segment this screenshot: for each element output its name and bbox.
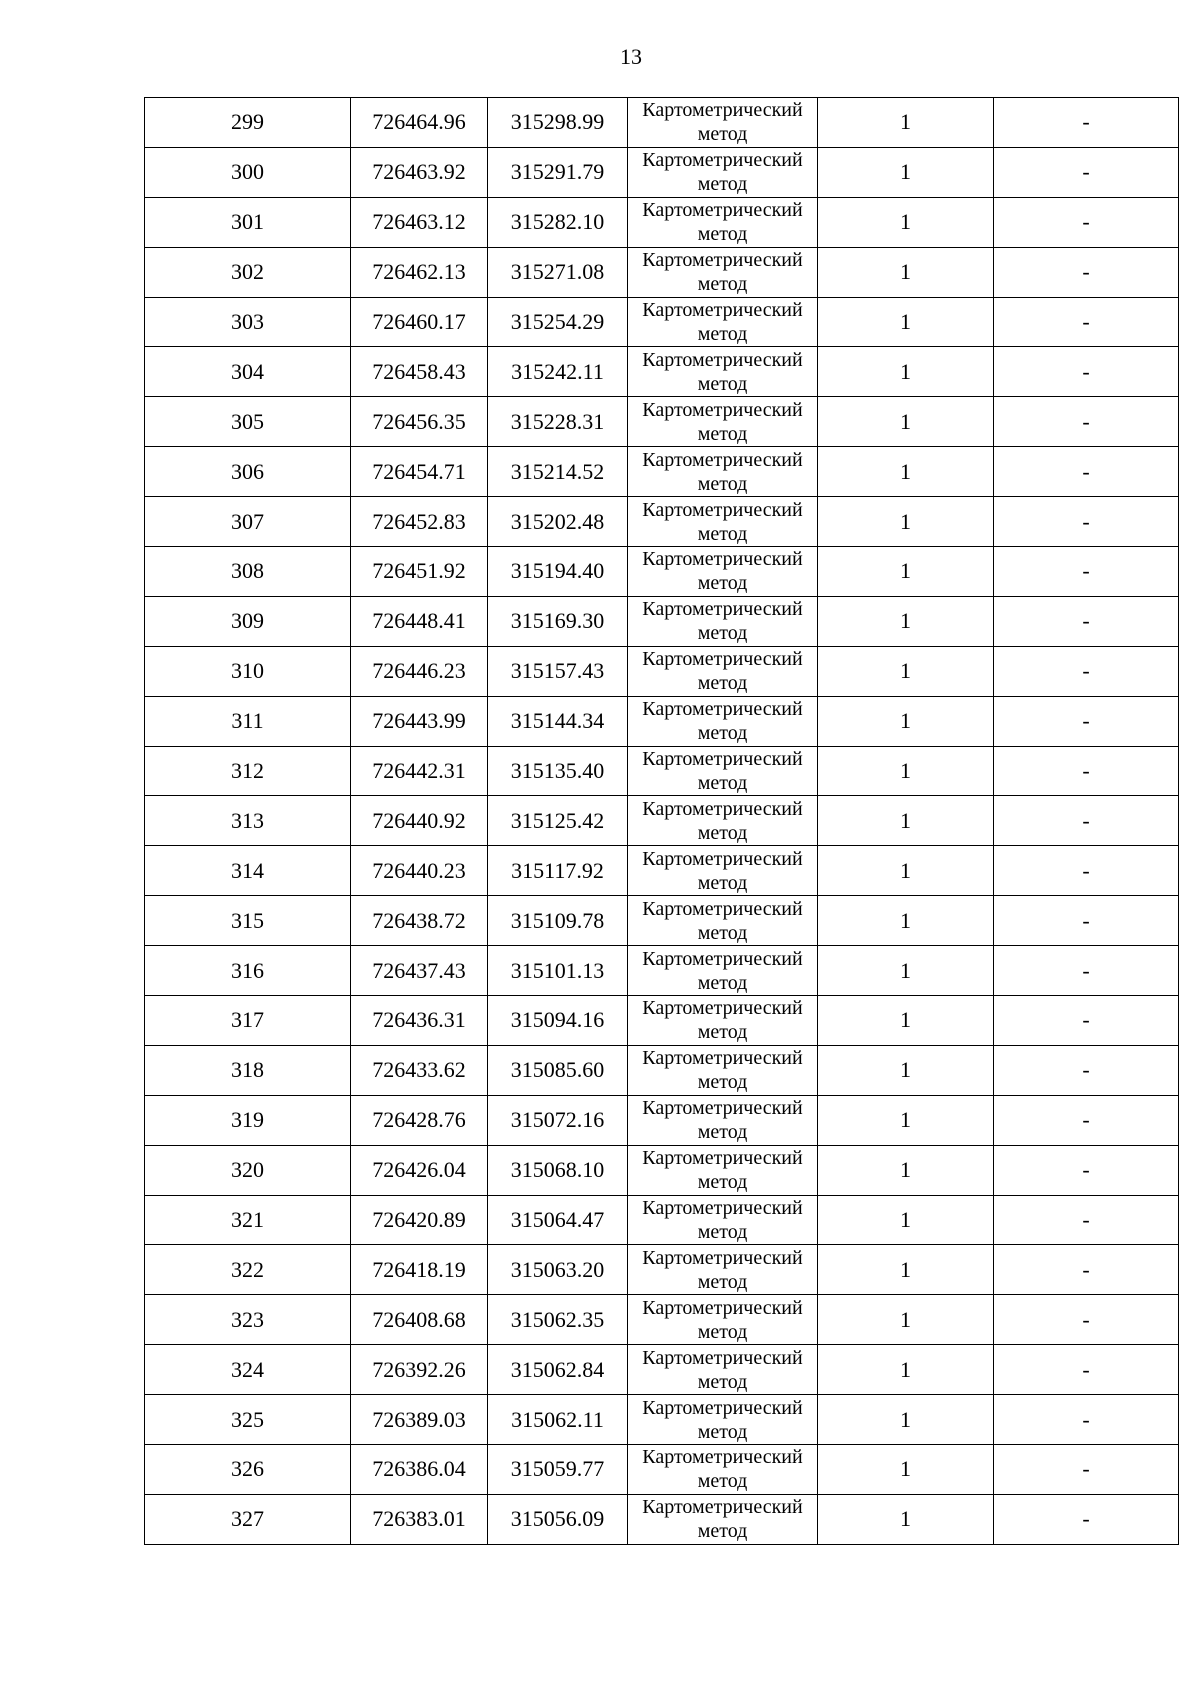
point-number-cell: 326 <box>145 1445 351 1495</box>
description-cell: - <box>994 996 1179 1046</box>
y-coordinate-cell: 315194.40 <box>488 547 628 597</box>
table-row <box>145 796 1179 846</box>
x-coordinate-cell: 726408.68 <box>351 1295 488 1345</box>
description-cell: - <box>994 1345 1179 1395</box>
accuracy-cell: 1 <box>818 347 994 397</box>
description-cell: - <box>994 646 1179 696</box>
description-cell: - <box>994 1494 1179 1544</box>
accuracy-cell: 1 <box>818 98 994 148</box>
method-cell: Картометрический метод <box>628 1045 818 1095</box>
table-row <box>145 397 1179 447</box>
description-cell: - <box>994 896 1179 946</box>
point-number-cell: 312 <box>145 746 351 796</box>
method-cell: Картометрический метод <box>628 547 818 597</box>
method-cell: Картометрический метод <box>628 447 818 497</box>
x-coordinate-cell: 726438.72 <box>351 896 488 946</box>
description-cell: - <box>994 696 1179 746</box>
method-cell: Картометрический метод <box>628 696 818 746</box>
y-coordinate-cell: 315062.11 <box>488 1395 628 1445</box>
accuracy-cell: 1 <box>818 846 994 896</box>
accuracy-cell: 1 <box>818 696 994 746</box>
table-row <box>145 1195 1179 1245</box>
y-coordinate-cell: 315068.10 <box>488 1145 628 1195</box>
table-row <box>145 946 1179 996</box>
x-coordinate-cell: 726437.43 <box>351 946 488 996</box>
table-row <box>145 1095 1179 1145</box>
accuracy-cell: 1 <box>818 1095 994 1145</box>
y-coordinate-cell: 315214.52 <box>488 447 628 497</box>
point-number-cell: 322 <box>145 1245 351 1295</box>
accuracy-cell: 1 <box>818 646 994 696</box>
x-coordinate-cell: 726389.03 <box>351 1395 488 1445</box>
accuracy-cell: 1 <box>818 746 994 796</box>
description-cell: - <box>994 197 1179 247</box>
method-cell: Картометрический метод <box>628 996 818 1046</box>
description-cell: - <box>994 1395 1179 1445</box>
point-number-cell: 318 <box>145 1045 351 1095</box>
method-cell: Картометрический метод <box>628 796 818 846</box>
description-cell: - <box>994 247 1179 297</box>
table-row <box>145 347 1179 397</box>
point-number-cell: 303 <box>145 297 351 347</box>
x-coordinate-cell: 726383.01 <box>351 1494 488 1544</box>
point-number-cell: 307 <box>145 497 351 547</box>
table-row <box>145 1445 1179 1495</box>
table-row <box>145 1145 1179 1195</box>
y-coordinate-cell: 315157.43 <box>488 646 628 696</box>
method-cell: Картометрический метод <box>628 1445 818 1495</box>
description-cell: - <box>994 596 1179 646</box>
point-number-cell: 304 <box>145 347 351 397</box>
point-number-cell: 299 <box>145 98 351 148</box>
y-coordinate-cell: 315059.77 <box>488 1445 628 1495</box>
y-coordinate-cell: 315101.13 <box>488 946 628 996</box>
x-coordinate-cell: 726451.92 <box>351 547 488 597</box>
point-number-cell: 315 <box>145 896 351 946</box>
y-coordinate-cell: 315064.47 <box>488 1195 628 1245</box>
description-cell: - <box>994 147 1179 197</box>
y-coordinate-cell: 315062.84 <box>488 1345 628 1395</box>
point-number-cell: 313 <box>145 796 351 846</box>
x-coordinate-cell: 726443.99 <box>351 696 488 746</box>
accuracy-cell: 1 <box>818 1445 994 1495</box>
description-cell: - <box>994 1045 1179 1095</box>
method-cell: Картометрический метод <box>628 1145 818 1195</box>
table-row <box>145 746 1179 796</box>
method-cell: Картометрический метод <box>628 946 818 996</box>
x-coordinate-cell: 726464.96 <box>351 98 488 148</box>
table-row <box>145 297 1179 347</box>
method-cell: Картометрический метод <box>628 1494 818 1544</box>
table-row <box>145 646 1179 696</box>
point-number-cell: 309 <box>145 596 351 646</box>
point-number-cell: 324 <box>145 1345 351 1395</box>
y-coordinate-cell: 315228.31 <box>488 397 628 447</box>
point-number-cell: 314 <box>145 846 351 896</box>
y-coordinate-cell: 315291.79 <box>488 147 628 197</box>
point-number-cell: 316 <box>145 946 351 996</box>
y-coordinate-cell: 315169.30 <box>488 596 628 646</box>
x-coordinate-cell: 726418.19 <box>351 1245 488 1295</box>
x-coordinate-cell: 726462.13 <box>351 247 488 297</box>
accuracy-cell: 1 <box>818 1395 994 1445</box>
description-cell: - <box>994 796 1179 846</box>
method-cell: Картометрический метод <box>628 98 818 148</box>
accuracy-cell: 1 <box>818 796 994 846</box>
method-cell: Картометрический метод <box>628 247 818 297</box>
table-row <box>145 547 1179 597</box>
method-cell: Картометрический метод <box>628 646 818 696</box>
x-coordinate-cell: 726442.31 <box>351 746 488 796</box>
table-row <box>145 896 1179 946</box>
table-row <box>145 197 1179 247</box>
page-number: 13 <box>620 44 642 69</box>
x-coordinate-cell: 726440.92 <box>351 796 488 846</box>
point-number-cell: 310 <box>145 646 351 696</box>
description-cell: - <box>994 397 1179 447</box>
point-number-cell: 317 <box>145 996 351 1046</box>
y-coordinate-cell: 315135.40 <box>488 746 628 796</box>
method-cell: Картометрический метод <box>628 1095 818 1145</box>
table-row <box>145 596 1179 646</box>
table-row <box>145 147 1179 197</box>
point-number-cell: 301 <box>145 197 351 247</box>
x-coordinate-cell: 726452.83 <box>351 497 488 547</box>
y-coordinate-cell: 315125.42 <box>488 796 628 846</box>
method-cell: Картометрический метод <box>628 746 818 796</box>
method-cell: Картометрический метод <box>628 497 818 547</box>
accuracy-cell: 1 <box>818 1295 994 1345</box>
accuracy-cell: 1 <box>818 397 994 447</box>
y-coordinate-cell: 315085.60 <box>488 1045 628 1095</box>
method-cell: Картометрический метод <box>628 1345 818 1395</box>
description-cell: - <box>994 846 1179 896</box>
description-cell: - <box>994 347 1179 397</box>
y-coordinate-cell: 315072.16 <box>488 1095 628 1145</box>
x-coordinate-cell: 726463.92 <box>351 147 488 197</box>
point-number-cell: 300 <box>145 147 351 197</box>
x-coordinate-cell: 726456.35 <box>351 397 488 447</box>
x-coordinate-cell: 726433.62 <box>351 1045 488 1095</box>
method-cell: Картометрический метод <box>628 1395 818 1445</box>
point-number-cell: 323 <box>145 1295 351 1345</box>
table-row <box>145 996 1179 1046</box>
accuracy-cell: 1 <box>818 996 994 1046</box>
method-cell: Картометрический метод <box>628 596 818 646</box>
accuracy-cell: 1 <box>818 1245 994 1295</box>
method-cell: Картометрический метод <box>628 197 818 247</box>
y-coordinate-cell: 315202.48 <box>488 497 628 547</box>
x-coordinate-cell: 726440.23 <box>351 846 488 896</box>
accuracy-cell: 1 <box>818 447 994 497</box>
description-cell: - <box>994 98 1179 148</box>
method-cell: Картометрический метод <box>628 1245 818 1295</box>
x-coordinate-cell: 726386.04 <box>351 1445 488 1495</box>
point-number-cell: 321 <box>145 1195 351 1245</box>
method-cell: Картометрический метод <box>628 1195 818 1245</box>
x-coordinate-cell: 726436.31 <box>351 996 488 1046</box>
table-row <box>145 1494 1179 1544</box>
point-number-cell: 311 <box>145 696 351 746</box>
y-coordinate-cell: 315282.10 <box>488 197 628 247</box>
accuracy-cell: 1 <box>818 497 994 547</box>
accuracy-cell: 1 <box>818 1345 994 1395</box>
point-number-cell: 327 <box>145 1494 351 1544</box>
accuracy-cell: 1 <box>818 147 994 197</box>
description-cell: - <box>994 946 1179 996</box>
coordinates-table-body <box>145 98 1179 1545</box>
x-coordinate-cell: 726420.89 <box>351 1195 488 1245</box>
point-number-cell: 308 <box>145 547 351 597</box>
description-cell: - <box>994 297 1179 347</box>
point-number-cell: 302 <box>145 247 351 297</box>
method-cell: Картометрический метод <box>628 846 818 896</box>
table-row <box>145 1395 1179 1445</box>
table-row <box>145 98 1179 148</box>
y-coordinate-cell: 315254.29 <box>488 297 628 347</box>
table-row <box>145 1345 1179 1395</box>
point-number-cell: 319 <box>145 1095 351 1145</box>
y-coordinate-cell: 315271.08 <box>488 247 628 297</box>
method-cell: Картометрический метод <box>628 297 818 347</box>
accuracy-cell: 1 <box>818 946 994 996</box>
method-cell: Картометрический метод <box>628 147 818 197</box>
accuracy-cell: 1 <box>818 197 994 247</box>
description-cell: - <box>994 547 1179 597</box>
description-cell: - <box>994 1195 1179 1245</box>
table-row <box>145 1045 1179 1095</box>
accuracy-cell: 1 <box>818 1195 994 1245</box>
table-row <box>145 1295 1179 1345</box>
method-cell: Картометрический метод <box>628 896 818 946</box>
x-coordinate-cell: 726463.12 <box>351 197 488 247</box>
table-row <box>145 497 1179 547</box>
description-cell: - <box>994 1245 1179 1295</box>
table-row <box>145 247 1179 297</box>
accuracy-cell: 1 <box>818 896 994 946</box>
description-cell: - <box>994 497 1179 547</box>
accuracy-cell: 1 <box>818 247 994 297</box>
table-row <box>145 846 1179 896</box>
accuracy-cell: 1 <box>818 297 994 347</box>
y-coordinate-cell: 315242.11 <box>488 347 628 397</box>
point-number-cell: 305 <box>145 397 351 447</box>
y-coordinate-cell: 315144.34 <box>488 696 628 746</box>
accuracy-cell: 1 <box>818 1045 994 1095</box>
table-row <box>145 447 1179 497</box>
description-cell: - <box>994 1095 1179 1145</box>
method-cell: Картометрический метод <box>628 397 818 447</box>
y-coordinate-cell: 315062.35 <box>488 1295 628 1345</box>
x-coordinate-cell: 726392.26 <box>351 1345 488 1395</box>
y-coordinate-cell: 315056.09 <box>488 1494 628 1544</box>
accuracy-cell: 1 <box>818 1145 994 1195</box>
point-number-cell: 325 <box>145 1395 351 1445</box>
x-coordinate-cell: 726446.23 <box>351 646 488 696</box>
y-coordinate-cell: 315063.20 <box>488 1245 628 1295</box>
x-coordinate-cell: 726428.76 <box>351 1095 488 1145</box>
y-coordinate-cell: 315117.92 <box>488 846 628 896</box>
x-coordinate-cell: 726458.43 <box>351 347 488 397</box>
description-cell: - <box>994 1145 1179 1195</box>
description-cell: - <box>994 447 1179 497</box>
point-number-cell: 320 <box>145 1145 351 1195</box>
accuracy-cell: 1 <box>818 547 994 597</box>
method-cell: Картометрический метод <box>628 1295 818 1345</box>
x-coordinate-cell: 726454.71 <box>351 447 488 497</box>
table-row <box>145 696 1179 746</box>
coordinates-table <box>144 97 1179 1545</box>
method-cell: Картометрический метод <box>628 347 818 397</box>
description-cell: - <box>994 746 1179 796</box>
y-coordinate-cell: 315094.16 <box>488 996 628 1046</box>
x-coordinate-cell: 726448.41 <box>351 596 488 646</box>
point-number-cell: 306 <box>145 447 351 497</box>
table-row <box>145 1245 1179 1295</box>
accuracy-cell: 1 <box>818 1494 994 1544</box>
x-coordinate-cell: 726460.17 <box>351 297 488 347</box>
description-cell: - <box>994 1295 1179 1345</box>
x-coordinate-cell: 726426.04 <box>351 1145 488 1195</box>
y-coordinate-cell: 315298.99 <box>488 98 628 148</box>
y-coordinate-cell: 315109.78 <box>488 896 628 946</box>
description-cell: - <box>994 1445 1179 1495</box>
accuracy-cell: 1 <box>818 596 994 646</box>
